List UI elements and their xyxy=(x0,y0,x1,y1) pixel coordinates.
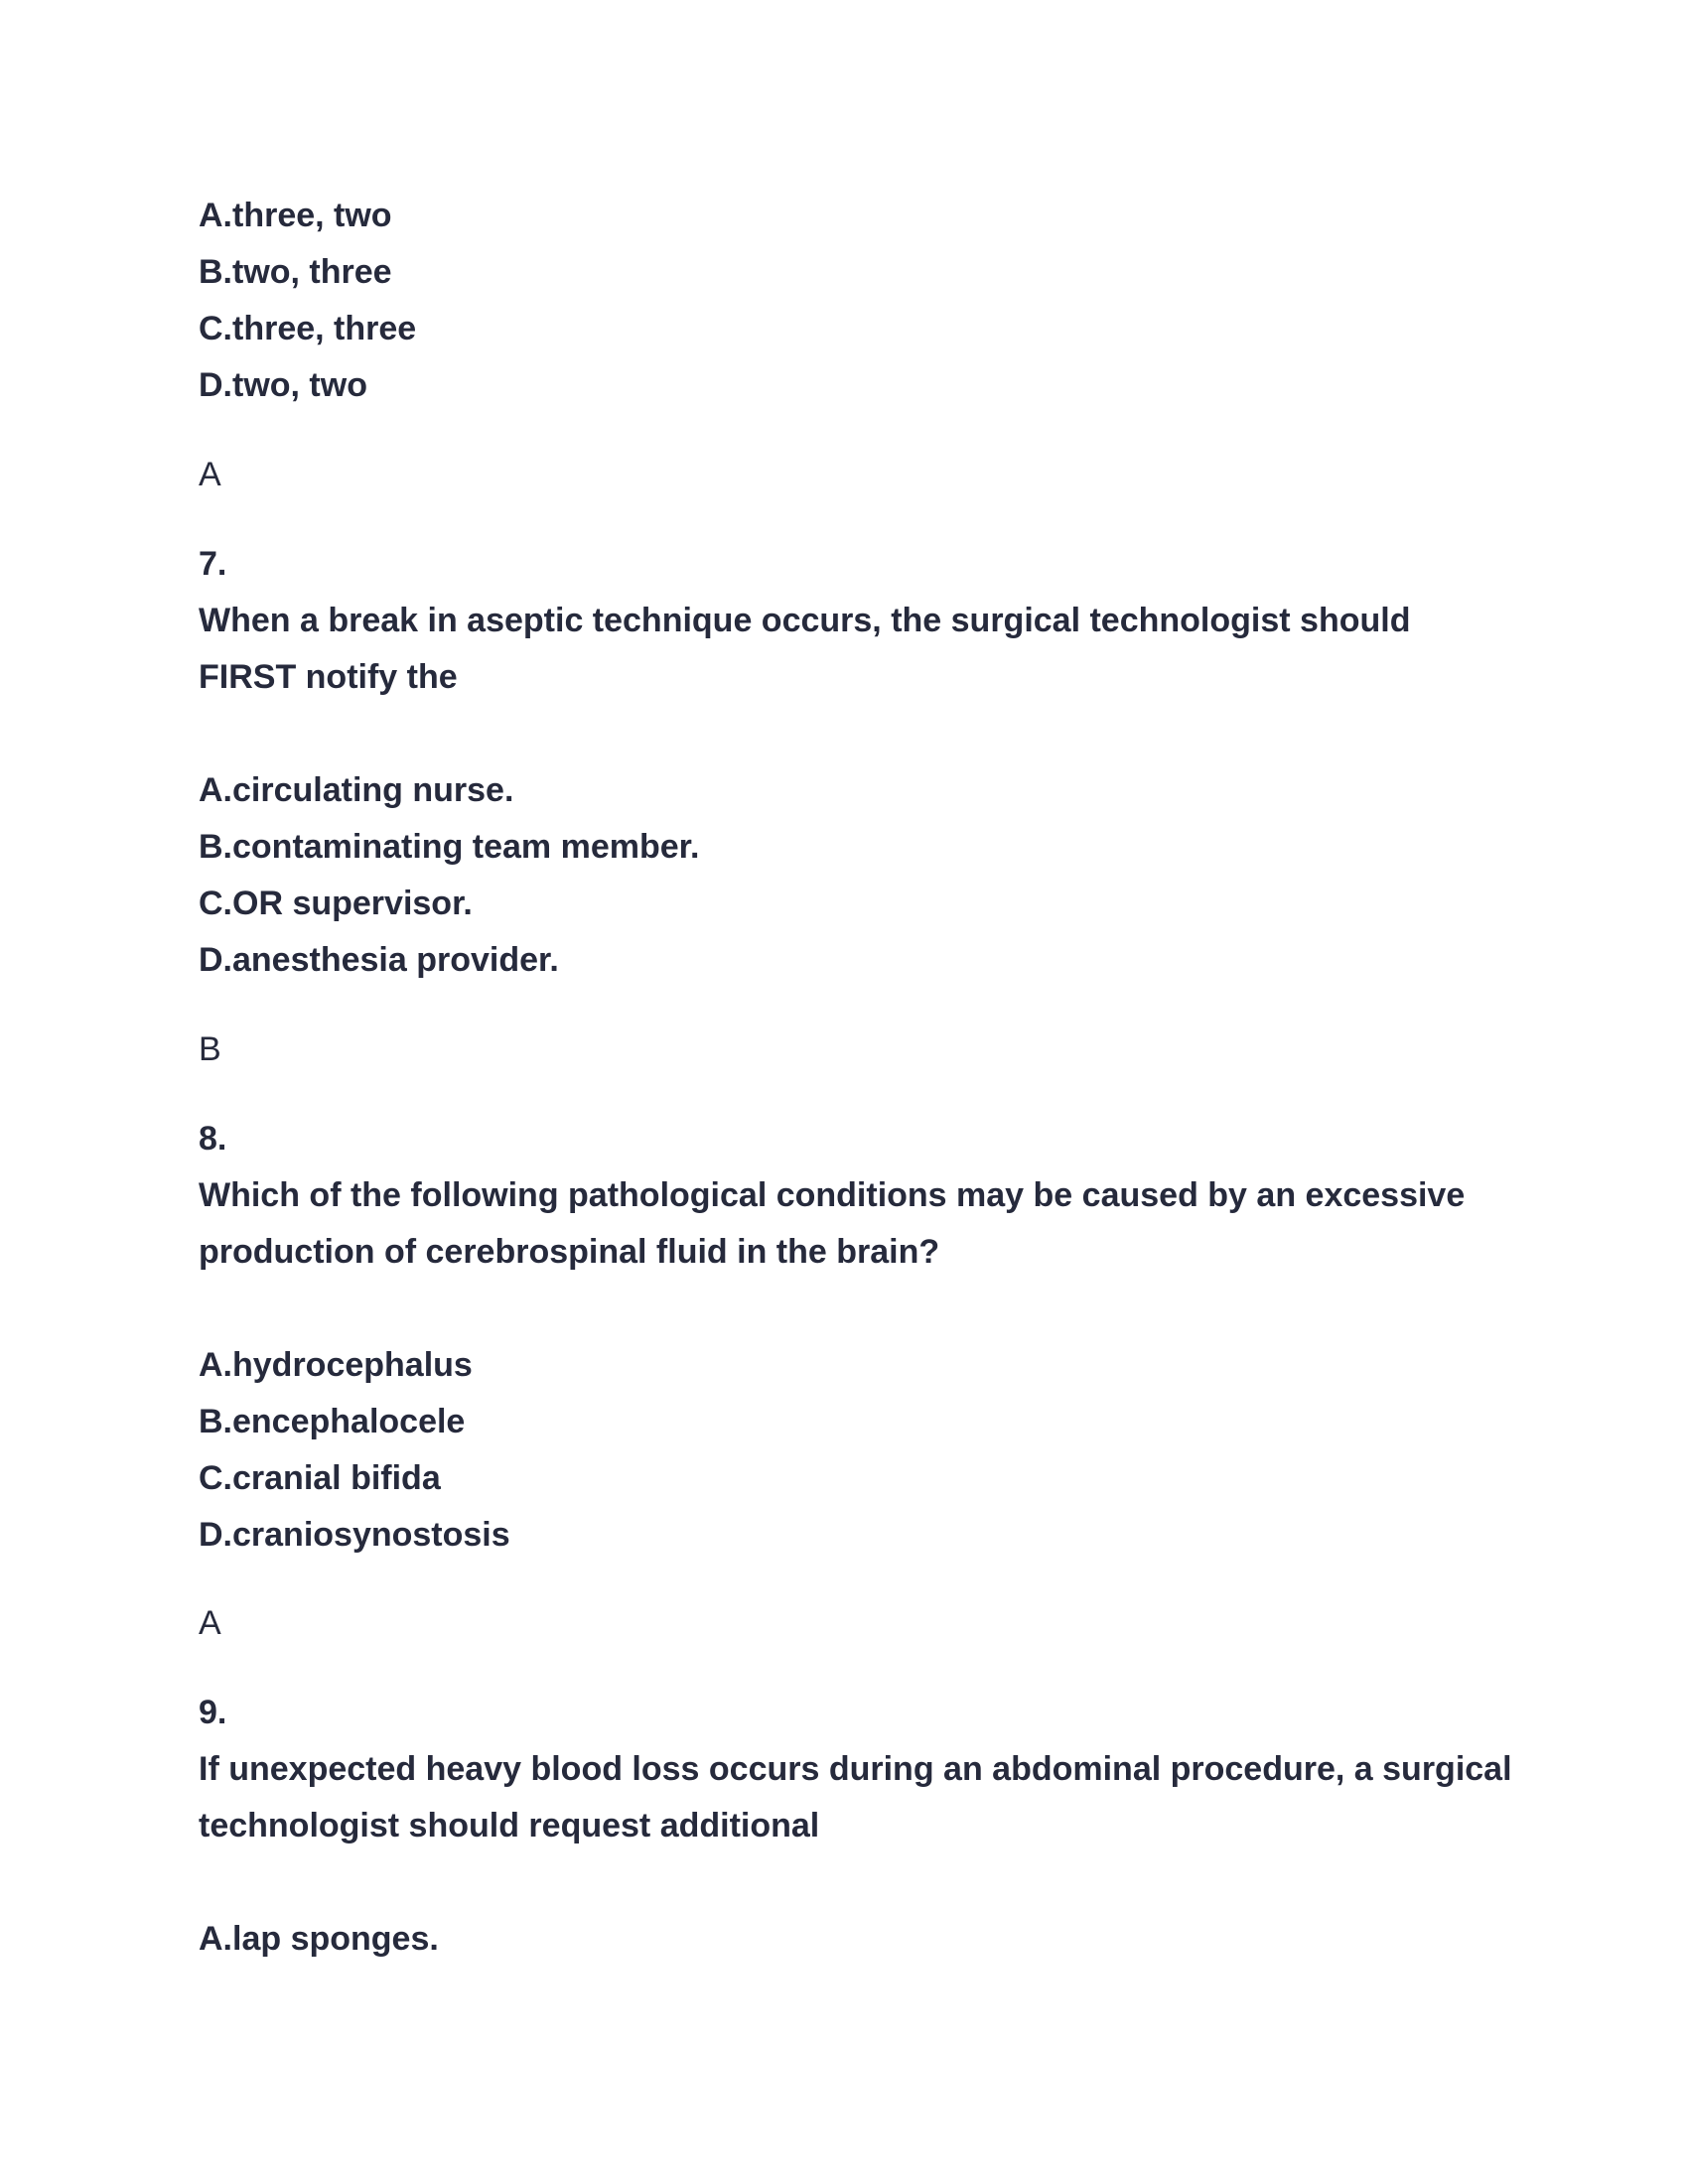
option-b: B.contaminating team member. xyxy=(199,828,700,866)
answer: A xyxy=(199,456,221,493)
question-number: 8. xyxy=(199,1120,227,1158)
option-c: C.three, three xyxy=(199,310,417,347)
option-d: D.two, two xyxy=(199,366,367,404)
question-text: If unexpected heavy blood loss occurs during an abdominal procedure, a surgical xyxy=(199,1750,1512,1788)
answer: A xyxy=(199,1604,221,1642)
option-a: A.lap sponges. xyxy=(199,1920,439,1958)
option-d: D.craniosynostosis xyxy=(199,1516,510,1554)
option-c: C.OR supervisor. xyxy=(199,885,473,922)
question-number: 9. xyxy=(199,1694,227,1731)
answer: B xyxy=(199,1030,221,1068)
option-b: B.two, three xyxy=(199,253,392,291)
question-number: 7. xyxy=(199,545,227,583)
option-a: A.circulating nurse. xyxy=(199,771,514,809)
question-text: FIRST notify the xyxy=(199,658,458,696)
question-text: When a break in aseptic technique occurs, the surgical technologist should xyxy=(199,602,1411,639)
option-a: A.three, two xyxy=(199,197,392,234)
option-d: D.anesthesia provider. xyxy=(199,941,559,979)
option-c: C.cranial bifida xyxy=(199,1459,441,1497)
question-text: production of cerebrospinal fluid in the brain? xyxy=(199,1233,940,1271)
question-text: Which of the following pathological conditions may be caused by an excessive xyxy=(199,1176,1466,1214)
option-a: A.hydrocephalus xyxy=(199,1346,473,1384)
option-b: B.encephalocele xyxy=(199,1403,466,1440)
question-text: technologist should request additional xyxy=(199,1807,820,1844)
